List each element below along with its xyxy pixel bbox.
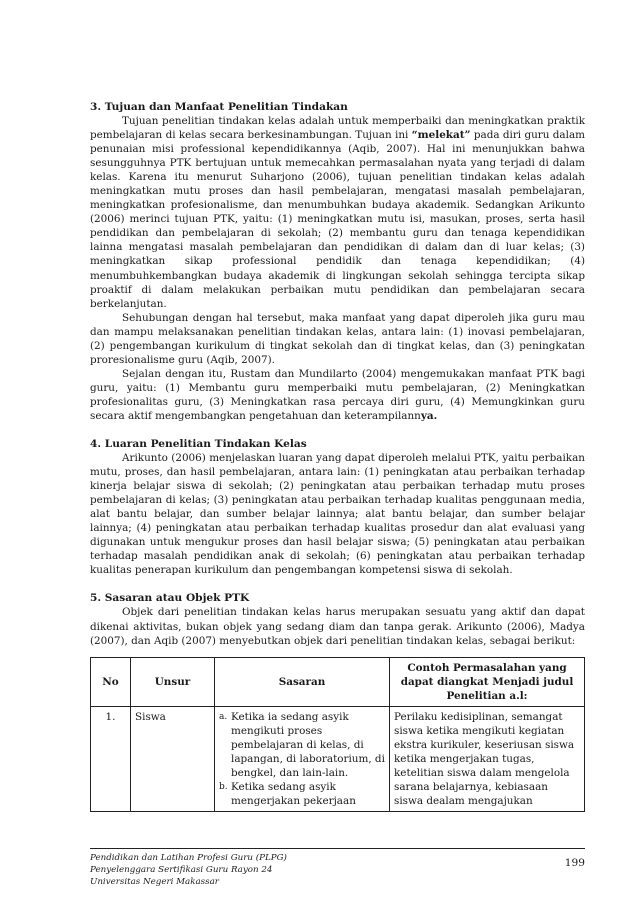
section-4-paragraph-1: Arikunto (2006) menjelaskan luaran yang dapat diperoleh melalui PTK, yaitu perbaikan mutu, proses, dan hasil pembelajaran, antara lain: (1) peningkatan atau perbaikan terhadap kinerja belajar siswa di sekolah; (2) peningkatan atau perbaikan terhadap mutu proses pembelajaran di kelas; (3) peningkatan atau perbaikan terhadap kualitas penggunaan media, alat bantu belajar, dan sumber belajar lainnya; alat bantu belajar, dan sumber belajar lainnya; (4) peningkatan atau perbaikan terhadap kualitas prosedur dan alat evaluasi yang digunakan untuk mengukur proses dan hasil belajar siswa; (5) peningkatan atau perbaikan terhadap masalah pendidikan anak di sekolah; (6) peningkatan atau perbaikan terhadap kualitas penerapan kurikulum dan pengembangan kompetensi siswa di sekolah.: [90, 452, 585, 577]
item-letter: a.: [219, 711, 228, 722]
sasaran-item-b: [219, 780, 385, 808]
item-letter: b.: [219, 781, 228, 792]
sasaran-item-a: [219, 710, 385, 780]
section-5-paragraph-1: Objek dari penelitian tindakan kelas harus merupakan sesuatu yang aktif dan dapat dikenai aktivitas, bukan objek yang sedang diam dan tanpa gerak. Arikunto (2006), Madya (2007), dan Aqib (2007) menyebutkan objek dari penelitian tindakan kelas, sebagai berikut:: [90, 606, 585, 647]
cell-unsur: Siswa: [131, 706, 215, 811]
section-5-heading: 5. Sasaran atau Objek PTK: [90, 592, 250, 605]
header-unsur: Unsur: [131, 657, 215, 706]
footer-line-1: Pendidikan dan Latihan Profesi Guru (PLPG): [90, 853, 287, 863]
table-header-row: [91, 657, 585, 706]
paragraph-text: Sejalan dengan itu, Rustam dan Mundilarto (2004) mengemukakan manfaat PTK bagi guru, yaitu: (1) Membantu guru memperbaiki mutu pembelajaran, (2) Meningkatkan profesionalitas guru, (3) Meningkatkan rasa percaya diri guru, (4) Memungkinkan guru secara aktif mengembangkan pengetahuan dan keterampilann: [90, 367, 585, 422]
footer-line-2: Penyelenggara Sertifikasi Guru Rayon 24: [90, 865, 273, 875]
item-text: Ketika sedang asyik mengerjakan pekerjaan: [231, 780, 356, 807]
cell-no: 1.: [91, 706, 131, 811]
page-number: 199: [564, 857, 585, 869]
cell-sasaran: [215, 706, 390, 811]
header-sasaran: Sasaran: [215, 657, 390, 706]
ptk-object-table: [90, 657, 585, 812]
table-row: [91, 706, 585, 811]
section-3-paragraph-1: [90, 114, 585, 311]
header-no: No: [91, 657, 131, 706]
header-contoh: Contoh Permasalahan yang dapat diangkat Menjadi judul Penelitian a.l:: [390, 657, 585, 706]
section-3-paragraph-3: [90, 367, 585, 423]
paragraph-text: pada diri guru dalam penunaian misi professional kependidikannya (Aqib, 2007). Hal ini menunjukkan bahwa sesungguhnya PTK bertujuan untuk memecahkan permasalahan nyata yang terjadi di dalam kelas. Karena itu menurut Suharjono (2006), tujuan penelitian tindakan kelas adalah meningkatkan mutu proses dan hasil pembelajaran, mengatasi masalah pembelajaran, meningkatkan profesionalisme, dan menumbuhkan budaya akademik. Sedangkan Arikunto (2006) merinci tujuan PTK, yaitu: (1) meningkatkan mutu isi, masukan, proses, serta hasil pendidikan dan pembelajaran di sekolah; (2) membantu guru dan tenaga kependidikan lainna mengatasi masalah pembelajaran dan pendidikan di dalam dan di luar kelas; (3) meningkatkan sikap professional pendidik dan tenaga kependidikan; (4) menumbuhkembangkan budaya akademik di lingkungan sekolah sehingga tercipta sikap proaktif di dalam melakukan perbaikan mutu pendidikan dan pembelajaran secara berkelanjutan.: [90, 129, 585, 310]
document-body: [90, 100, 585, 812]
section-3-paragraph-2: Sehubungan dengan hal tersebut, maka manfaat yang dapat diperoleh jika guru mau dan mampu melaksanakan penelitian tindakan kelas, antara lain: (1) inovasi pembelajaran, (2) pengembangan kurikulum di tingkat sekolah dan di tingkat kelas, dan (3) peningkatan proresionalisme guru (Aqib, 2007).: [90, 311, 585, 366]
paragraph-bold-end: ya.: [420, 409, 438, 422]
cell-contoh: Perilaku kedisiplinan, semangat siswa ketika mengikuti kegiatan ekstra kurikuler, keseriusan siswa ketika mengerjakan tugas, ketelitian siswa dalam mengelola sarana belajarnya, kebiasaan siswa dealam mengajukan: [390, 706, 585, 811]
section-3-heading: 3. Tujuan dan Manfaat Penelitian Tindakan: [90, 101, 348, 113]
footer-line-3: Universitas Negeri Makassar: [90, 877, 219, 887]
section-4-heading: 4. Luaran Penelitian Tindakan Kelas: [90, 438, 307, 451]
paragraph-text: Tujuan penelitian tindakan kelas adalah untuk memperbaiki dan meningkatkan praktik pembelajaran di kelas secara berkesinambungan. Tujuan ini: [90, 115, 585, 142]
quoted-term: “melekat”: [411, 129, 471, 142]
item-text: Ketika ia sedang asyik mengikuti proses pembelajaran di kelas, di lapangan, di laboratorium, di bengkel, dan lain-lain.: [231, 710, 385, 779]
page-footer: [90, 848, 585, 888]
